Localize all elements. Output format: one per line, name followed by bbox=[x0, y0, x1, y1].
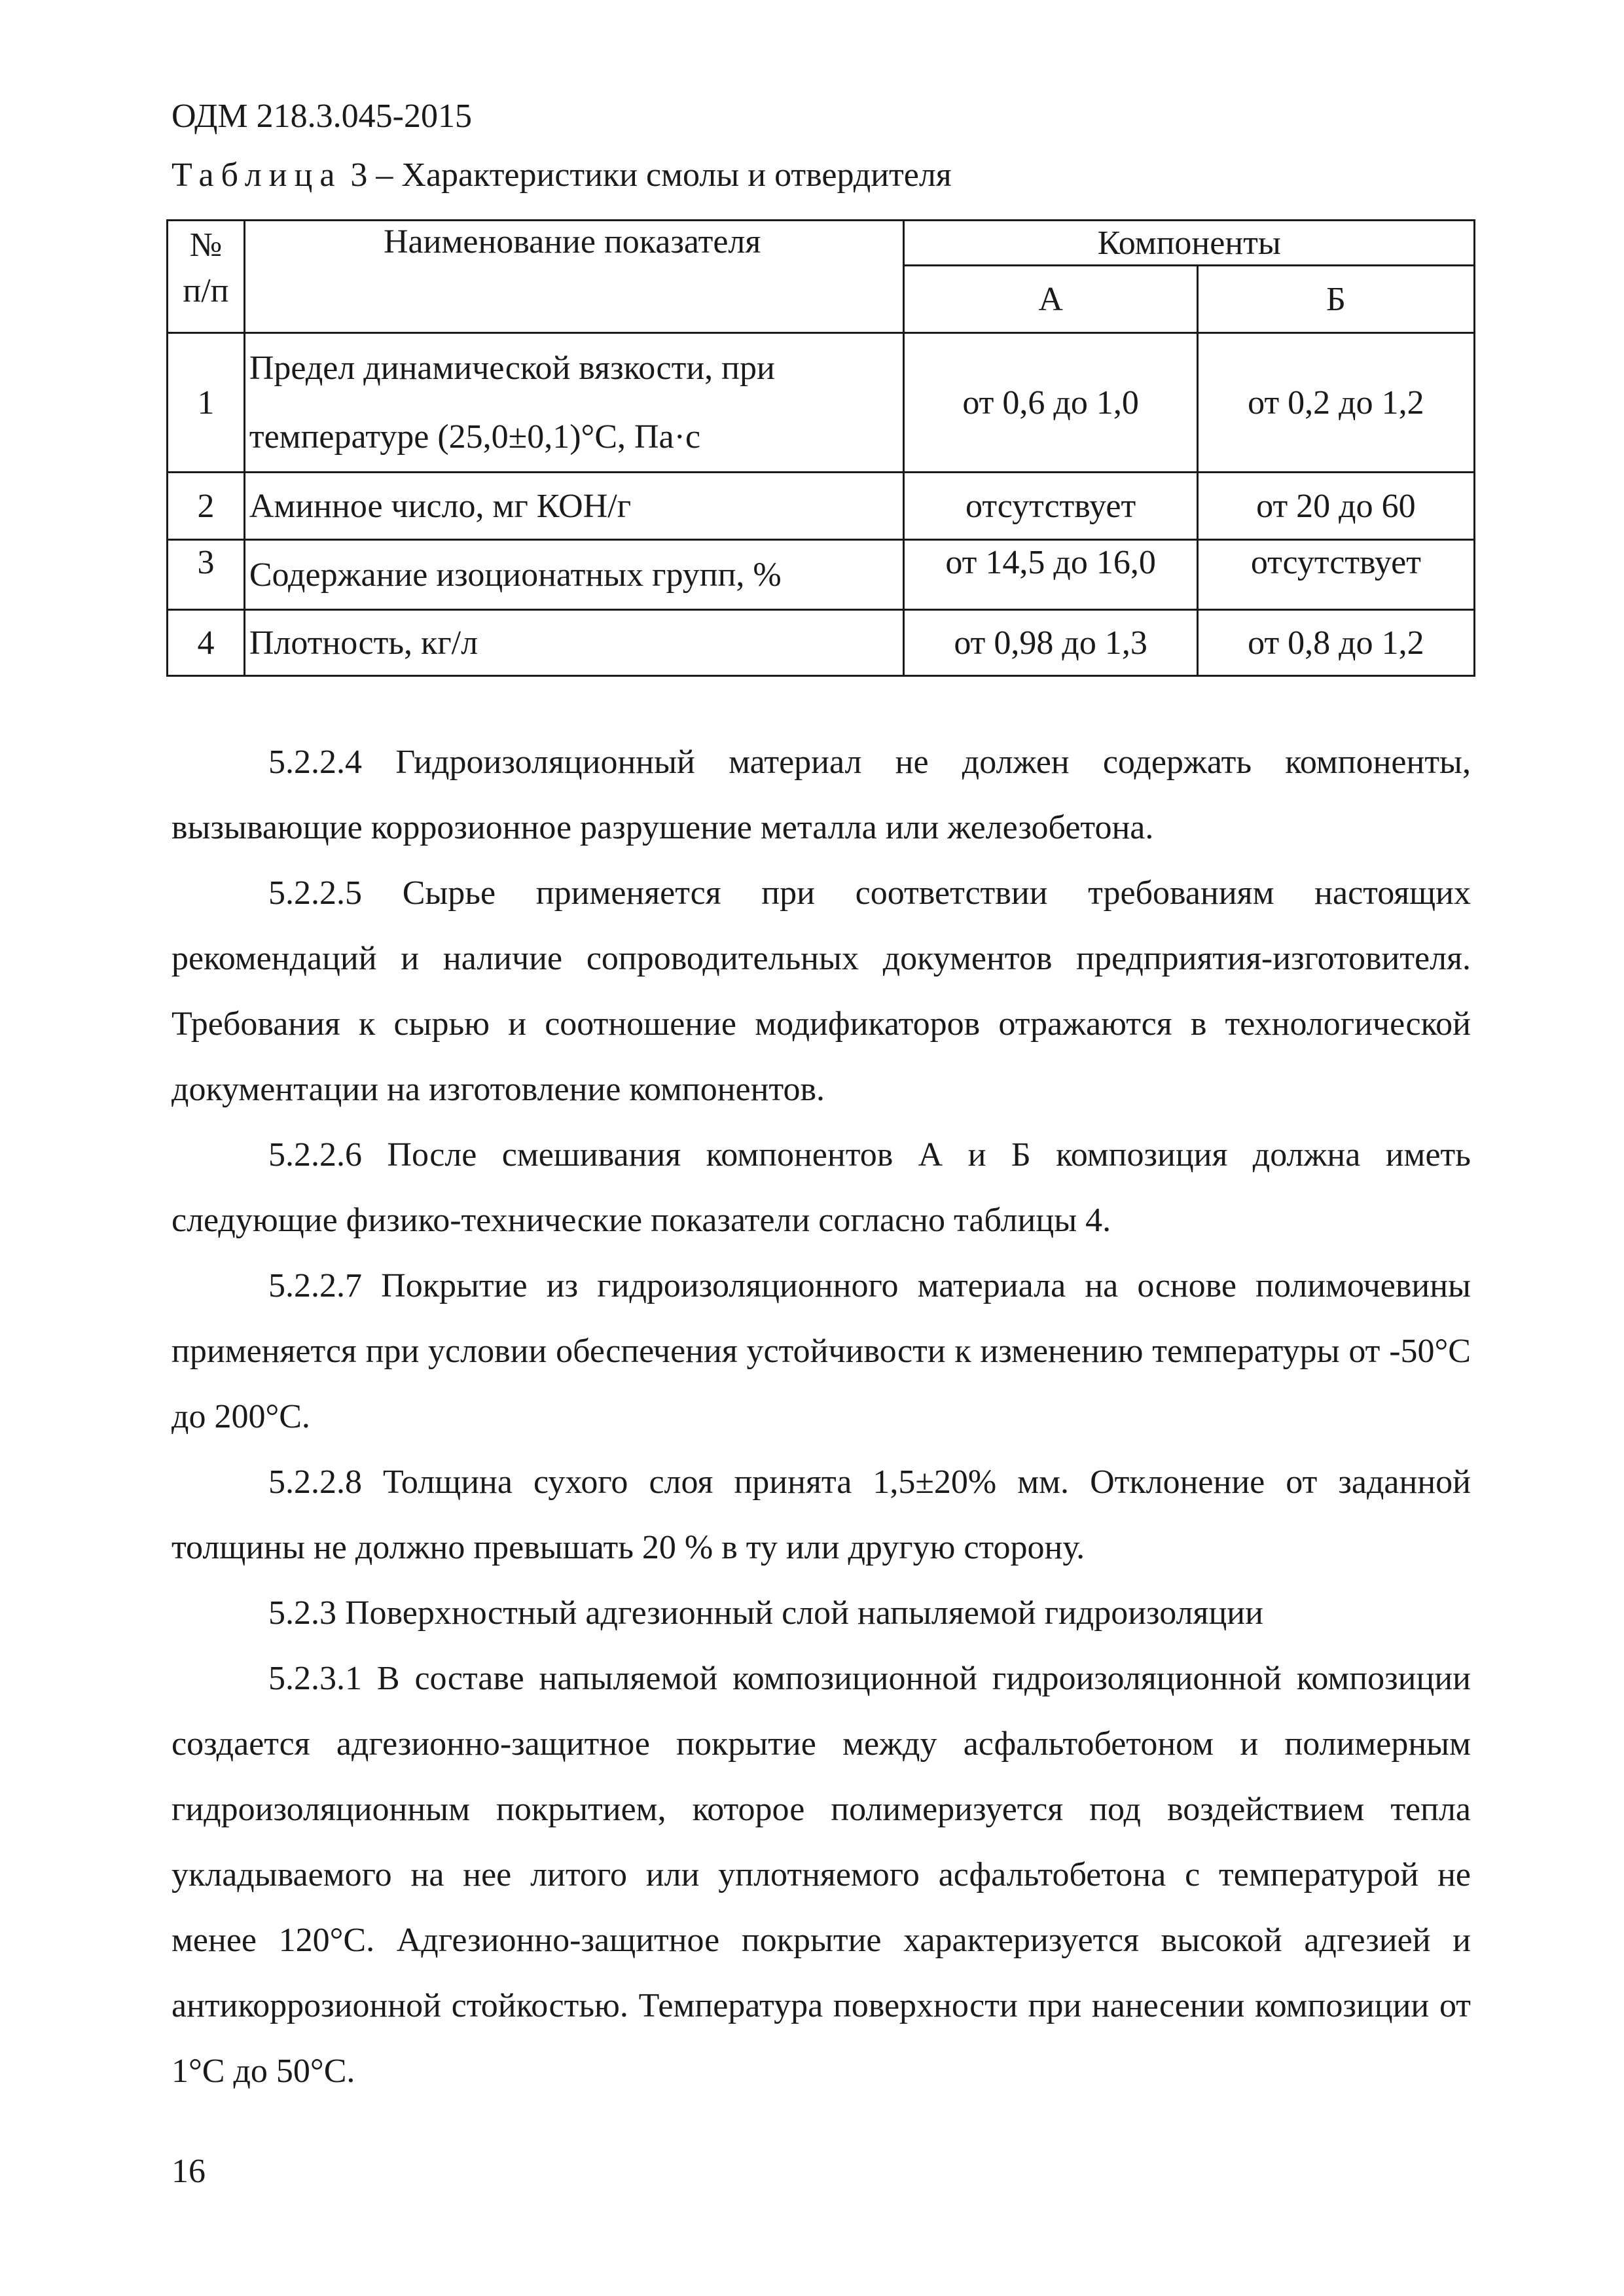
characteristics-table bbox=[166, 219, 1475, 677]
header-components-cell bbox=[904, 221, 1475, 266]
header-name-cell bbox=[244, 221, 904, 333]
header-components: Компоненты bbox=[1097, 224, 1281, 262]
header-num-abbrev: п/п bbox=[183, 272, 229, 310]
header-component-a: А bbox=[904, 266, 1197, 333]
table-row bbox=[168, 473, 1475, 540]
page-number: 16 bbox=[171, 2153, 206, 2190]
paragraph: 5.2.2.5 Сырье применяется при соответствии требованиям настоящих рекомендаций и наличие сопроводительных документов предприятия-изготовителя. Требования к сырью и соотношение модификаторов отражаются в технологической документации на изготовление компонентов. bbox=[171, 874, 1471, 1108]
table-row bbox=[168, 333, 1475, 473]
row-value-a: от 0,98 до 1,3 bbox=[904, 610, 1197, 676]
paragraph: 5.2.2.8 Толщина сухого слоя принята 1,5±20% мм. Отклонение от заданной толщины не должно превышать 20 % в ту или другую сторону. bbox=[171, 1463, 1471, 1566]
section-heading: 5.2.3 Поверхностный адгезионный слой напыляемой гидроизоляции bbox=[268, 1594, 1263, 1632]
paragraph: 5.2.2.7 Покрытие из гидроизоляционного материала на основе полимочевины применяется при условии обеспечения устойчивости к изменению температуры от -50°С до 200°С. bbox=[171, 1267, 1471, 1435]
table-row bbox=[168, 610, 1475, 676]
row-value-b: от 0,2 до 1,2 bbox=[1197, 333, 1474, 473]
row-value-a: от 0,6 до 1,0 bbox=[904, 333, 1197, 473]
paragraph: 5.2.2.6 После смешивания компонентов А и Б композиция должна иметь следующие физико-технические показатели согласно таблицы 4. bbox=[171, 1136, 1471, 1239]
row-number: 2 bbox=[168, 473, 245, 540]
table-header-row bbox=[168, 221, 1475, 266]
body-text bbox=[171, 730, 1471, 2104]
row-indicator-name: Содержание изоционатных групп, % bbox=[244, 540, 904, 610]
row-indicator-name-line: Предел динамической вязкости, при bbox=[249, 350, 775, 387]
document-code: ОДМ 218.3.045-2015 bbox=[171, 98, 472, 135]
header-num-cell bbox=[168, 221, 245, 333]
row-indicator-name-line: температуре (25,0±0,1)°С, Па·с bbox=[249, 418, 701, 456]
row-value-b: отсутствует bbox=[1197, 540, 1474, 610]
header-component-b: Б bbox=[1197, 266, 1474, 333]
header-num-symbol: № bbox=[189, 226, 223, 264]
table-row bbox=[168, 540, 1475, 610]
row-indicator-name bbox=[244, 333, 904, 473]
row-indicator-name: Аминное число, мг КОН/г bbox=[244, 473, 904, 540]
row-number: 3 bbox=[168, 540, 245, 610]
row-value-a: отсутствует bbox=[904, 473, 1197, 540]
row-number: 4 bbox=[168, 610, 245, 676]
table-caption bbox=[171, 156, 952, 195]
table-caption-label: Таблица bbox=[171, 156, 342, 194]
row-number: 1 bbox=[168, 333, 245, 473]
row-value-a: от 14,5 до 16,0 bbox=[904, 540, 1197, 610]
paragraph: 5.2.3.1 В составе напыляемой композиционной гидроизоляционной композиции создается адгезионно-защитное покрытие между асфальтобетоном и полимерным гидроизоляционным покрытием, которое полимеризуется под воздействием тепла укладываемого на нее литого или уплотняемого асфальтобетона с температурой не менее 120°С. Адгезионно-защитное покрытие характеризуется высокой адгезией и антикоррозионной стойкостью. Температура поверхности при нанесении композиции от 1°С до 50°С. bbox=[171, 1660, 1471, 2090]
table-caption-title: 3 – Характеристики смолы и отвердителя bbox=[350, 156, 952, 194]
paragraph: 5.2.2.4 Гидроизоляционный материал не должен содержать компоненты, вызывающие коррозионное разрушение металла или железобетона. bbox=[171, 744, 1471, 846]
row-indicator-name: Плотность, кг/л bbox=[244, 610, 904, 676]
row-value-b: от 0,8 до 1,2 bbox=[1197, 610, 1474, 676]
header-name: Наименование показателя bbox=[384, 223, 761, 260]
row-value-b: от 20 до 60 bbox=[1197, 473, 1474, 540]
